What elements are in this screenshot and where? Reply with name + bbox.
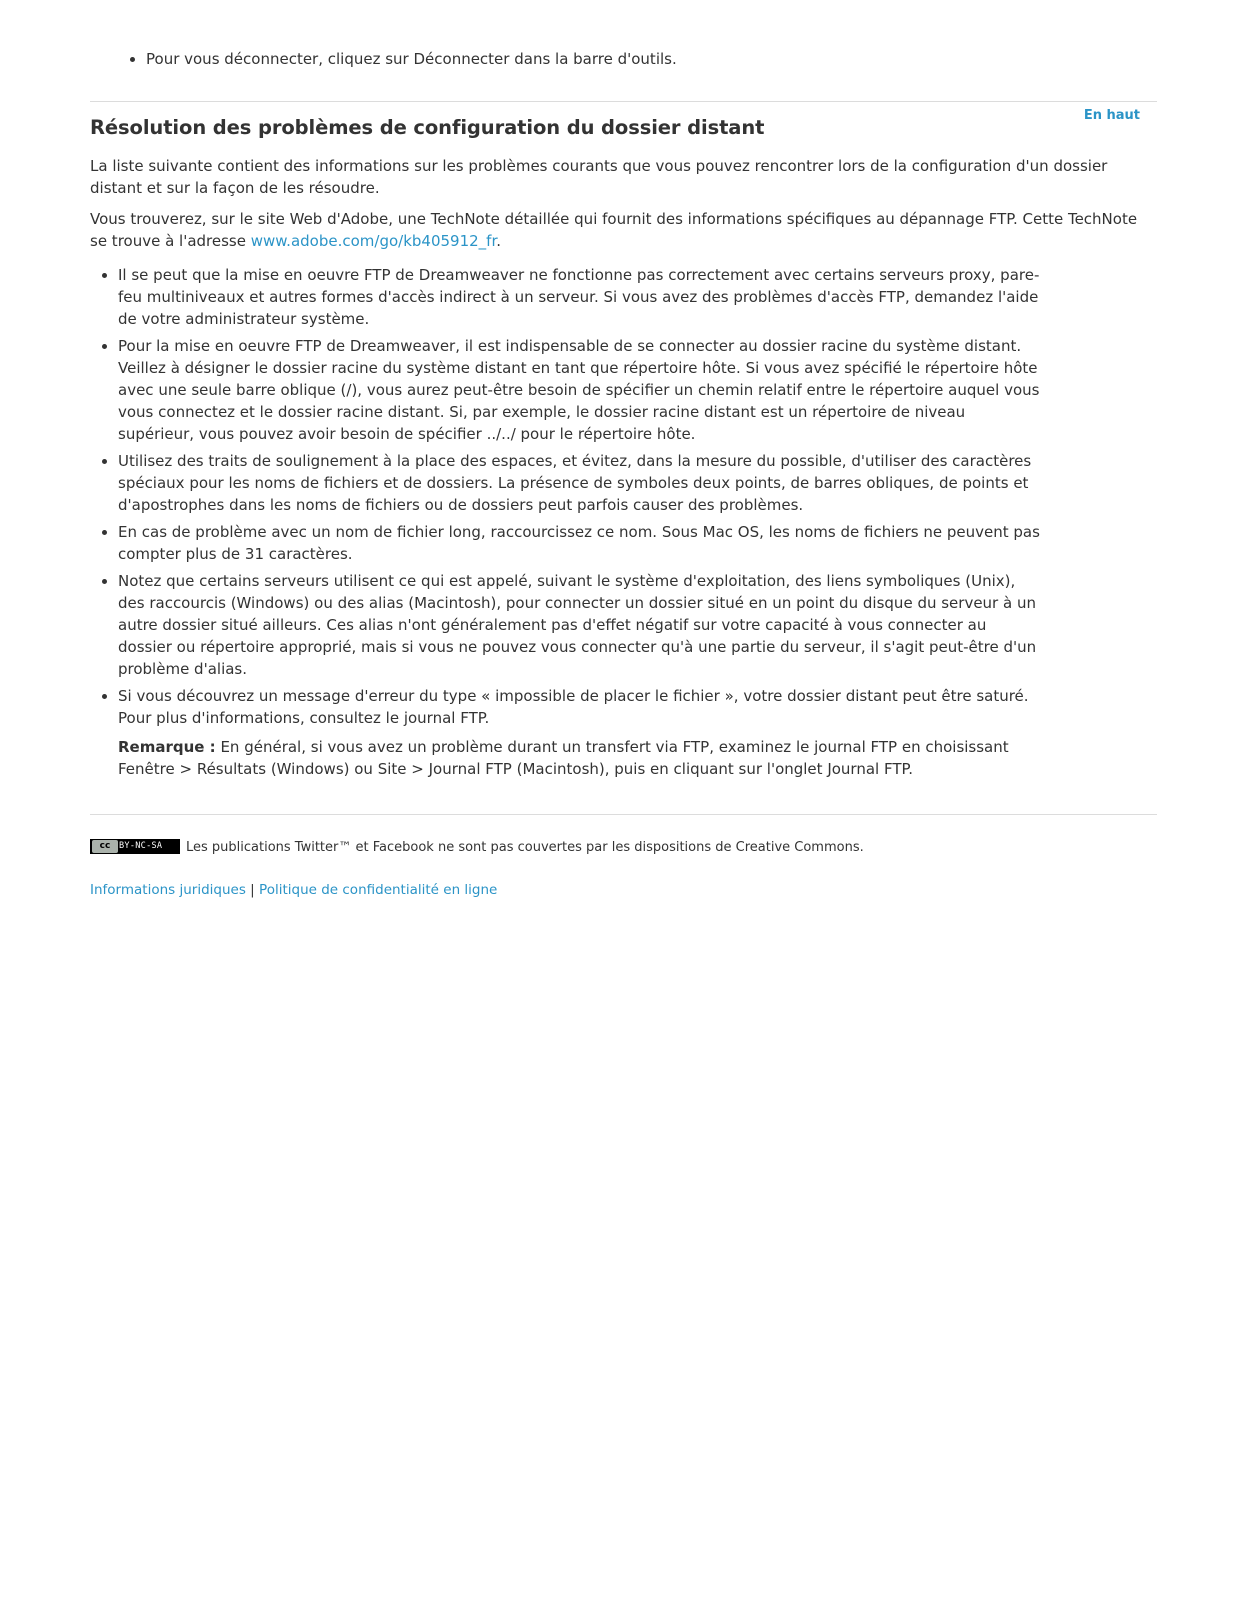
cc-license-type: BY-NC-SA [119,841,163,851]
license-text: Les publications Twitter™ et Facebook ne sont pas couvertes par les dispositions de Creative Commons. [186,840,864,855]
list-item: • En cas de problème avec un nom de fichier long, raccourcissez ce nom. Sous Mac OS, les noms de fichiers ne peuvent pas compter plus de 31 caractères. [118,521,1043,565]
technote-link[interactable]: www.adobe.com/go/kb405912_fr [250,232,497,250]
footer-links [90,880,497,900]
privacy-policy-link[interactable]: Politique de confidentialité en ligne [259,882,498,898]
back-to-top-link[interactable]: En haut [1083,108,1140,123]
technote-text-end: . [496,232,502,250]
license-row [90,838,864,858]
top-bullet-list [146,48,677,70]
footer-separator: | [250,882,255,898]
technote-paragraph [90,208,1145,252]
legal-info-link[interactable]: Informations juridiques [90,882,246,898]
list-item: • Pour vous déconnecter, cliquez sur Déconnecter dans la barre d'outils. [146,48,677,70]
note-text: En général, si vous avez un problème durant un transfert via FTP, examinez le journal FTP en choisissant Fenêtre > Résultats (Windows) ou Site > Journal FTP (Macintosh), puis en cliquant sur l'onglet Journal FTP. [118,738,1009,778]
footer-divider [90,814,1157,815]
troubleshooting-list [118,264,1043,734]
list-item: • Utilisez des traits de soulignement à la place des espaces, et évitez, dans la mesure du possible, d'utiliser des caractères spéciaux pour les noms de fichiers et de dossiers. La présence de symboles deux points, de barres obliques, de points et d'apostrophes dans les noms de fichiers ou de dossiers peut parfois causer des problèmes. [118,450,1043,516]
intro-paragraph: La liste suivante contient des informations sur les problèmes courants que vous pouvez rencontrer lors de la configuration d'un dossier distant et sur la façon de les résoudre. [90,157,1108,197]
section-divider [90,101,1157,102]
technote-text: Vous trouverez, sur le site Web d'Adobe, une TechNote détaillée qui fournit des informations spécifiques au dépannage FTP. Cette TechNote se trouve à l'adresse [90,210,1138,250]
list-item: • Notez que certains serveurs utilisent ce qui est appelé, suivant le système d'exploitation, des liens symboliques (Unix), des raccourcis (Windows) ou des alias (Macintosh), pour connecter un dossier situé en un point du disque du serveur à un autre dossier situé ailleurs. Ces alias n'ont généralement pas d'effet négatif sur votre capacité à vous connecter au dossier ou répertoire approprié, mais si vous ne pouvez vous connecter qu'à une partie du serveur, il s'agit peut-être d'un problème d'alias. [118,570,1043,680]
section-title: Résolution des problèmes de configuration du dossier distant [90,116,765,139]
note-paragraph [118,736,1043,780]
cc-license-badge[interactable] [90,839,180,854]
note-label: Remarque : [118,738,216,756]
list-item: • Si vous découvrez un message d'erreur du type « impossible de placer le fichier », votre dossier distant peut être saturé. Pour plus d'informations, consultez le journal FTP. [118,685,1043,729]
cc-logo-icon: cc [92,840,118,853]
list-item: • Pour la mise en oeuvre FTP de Dreamweaver, il est indispensable de se connecter au dossier racine du système distant. Veillez à désigner le dossier racine du système distant en tant que répertoire hôte. Si vous avez spécifié le répertoire hôte avec une seule barre oblique (/), vous aurez peut-être besoin de spécifier un chemin relatif entre le répertoire auquel vous vous connectez et le dossier racine distant. Si, par exemple, le dossier racine distant est un répertoire de niveau supérieur, vous pouvez avoir besoin de spécifier ../../ pour le répertoire hôte. [118,335,1043,445]
list-item: • Il se peut que la mise en oeuvre FTP de Dreamweaver ne fonctionne pas correctement avec certains serveurs proxy, pare-feu multiniveaux et autres formes d'accès indirect à un serveur. Si vous avez des problèmes d'accès FTP, demandez l'aide de votre administrateur système. [118,264,1043,330]
